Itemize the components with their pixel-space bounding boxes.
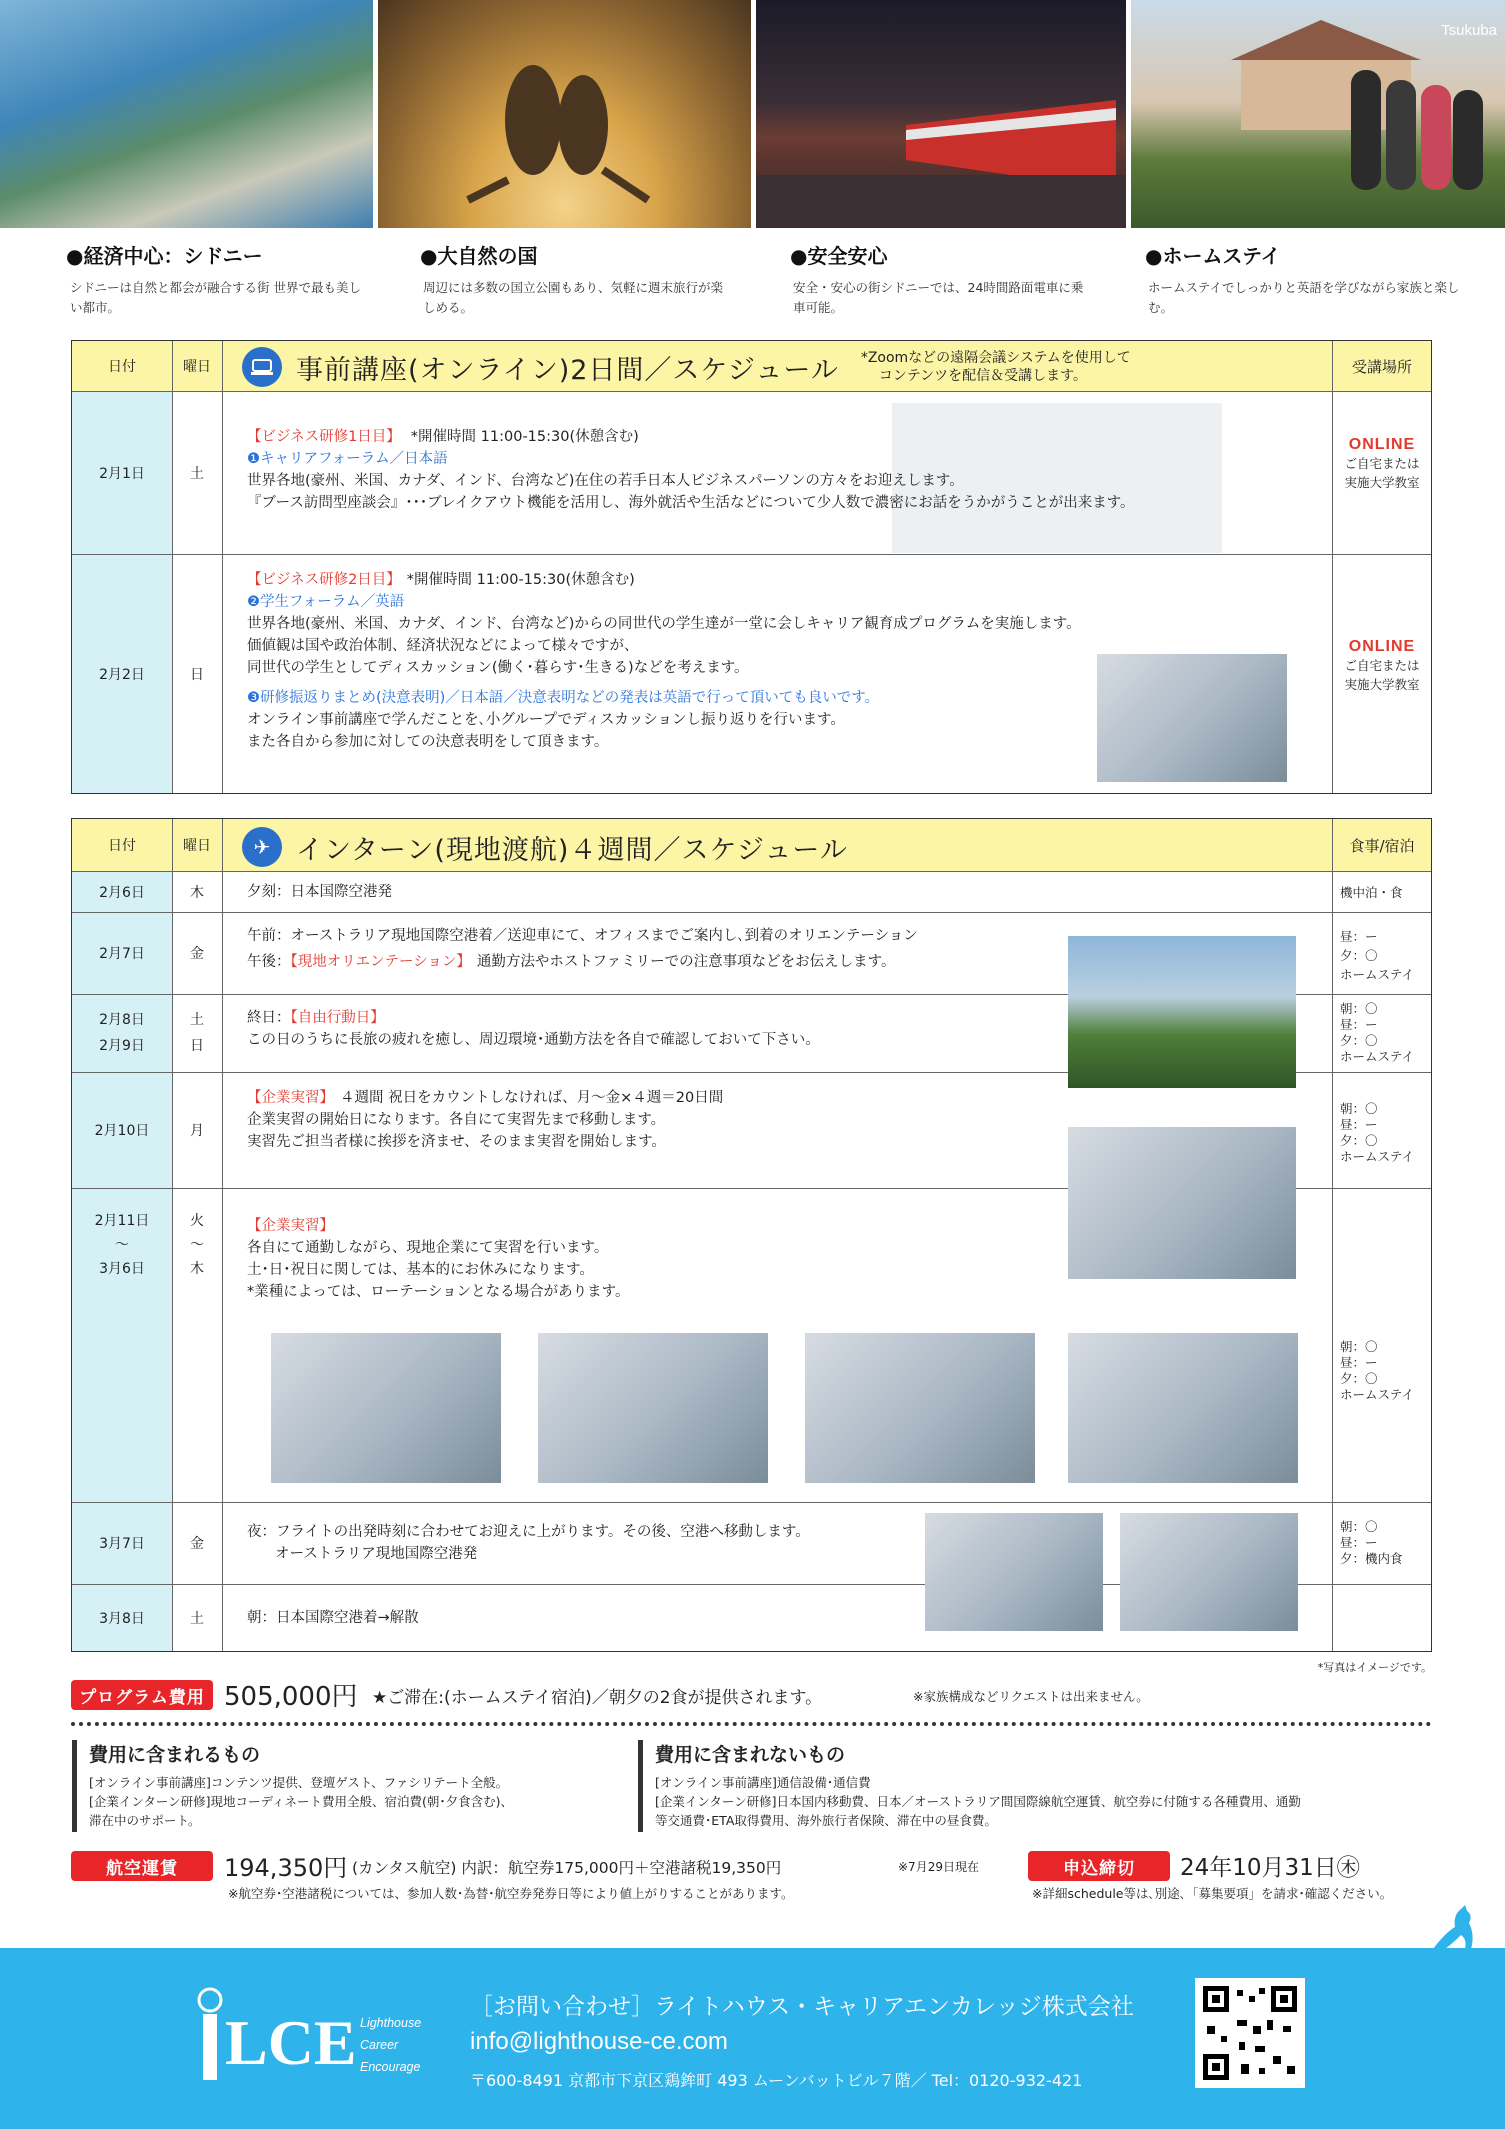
row-content: 朝：日本国際空港着→解散 <box>247 1610 419 1626</box>
fee-label: プログラム費用 <box>71 1680 213 1710</box>
row-content <box>247 925 1067 973</box>
meal-line: 朝：〇 <box>1340 1001 1378 1016</box>
fee-amount: 505,000円 <box>224 1682 358 1712</box>
place-line: 実施大学教室 <box>1344 677 1420 692</box>
schedule-line: 夜：フライトの出発時刻に合わせてお迎えに上がります。その後、空港へ移動します。 <box>247 1524 810 1540</box>
meal-line: 朝：〇 <box>1340 1101 1378 1116</box>
included-title: 費用に含まれるもの <box>89 1744 261 1766</box>
feature-title-safety: ●安全安心 <box>790 244 888 268</box>
row-date: 2月2日 <box>99 667 145 683</box>
meal-cell <box>1340 1519 1403 1567</box>
row-date: 2月11日 <box>94 1213 150 1229</box>
intern-title-wrap <box>242 825 1322 869</box>
row-day: 土 <box>190 465 204 482</box>
feature-title-homestay: ●ホームステイ <box>1145 244 1281 268</box>
online-badge: ONLINE <box>1348 436 1416 453</box>
photo-caption: Tsukuba <box>1441 22 1497 39</box>
excluded-title: 費用に含まれないもの <box>655 1744 846 1766</box>
feature-title-sydney: ●経済中心：シドニー <box>66 244 263 268</box>
row-date: 2月7日 <box>99 946 145 962</box>
contact-address: 〒600-8491 京都市下京区鶏鉾町 493 ムーンバットビル７階／ Tel：0120-932-421 <box>470 2071 1083 2090</box>
col-meal-header: 食事/宿泊 <box>1349 836 1415 855</box>
photo-internship-team <box>805 1333 1035 1483</box>
photo-internship-kids <box>271 1333 501 1483</box>
col-date-header: 日付 <box>108 838 136 854</box>
airfare-amount: 194,350円 <box>224 1854 348 1882</box>
session-line: また各自から参加に対しての決意表明をして頂きます。 <box>247 734 609 750</box>
row-content <box>247 1007 1067 1051</box>
photo-kangaroos <box>378 0 751 228</box>
meal-line: 夕：機内食 <box>1340 1551 1403 1566</box>
row-day: 土 <box>190 1012 204 1028</box>
photo-tram <box>756 0 1126 228</box>
date-cell <box>72 994 172 1072</box>
online-title-wrap <box>242 345 1322 389</box>
row-day: 木 <box>190 1261 204 1277</box>
schedule-line: 実習先ご担当者様に挨拶を済ませ、そのまま実習を開始します。 <box>247 1134 666 1150</box>
logo-text: LCE <box>225 2007 357 2078</box>
session-tag: 【ビジネス研修1日目】 <box>247 429 401 445</box>
row-content <box>247 569 1327 753</box>
feature-text-homestay: ホームステイでしっかりと英語を学びながら家族と楽しむ。 <box>1148 280 1460 315</box>
schedule-tag: 【企業実習】 <box>247 1218 334 1234</box>
footer <box>0 1948 1505 2129</box>
meal-cell <box>1340 1001 1414 1065</box>
row-date: 2月10日 <box>94 1123 150 1139</box>
session-subtitle: ❸研修振返りまとめ(決意表明)／日本語／決意表明などの発表は英語で行って頂いても良いです。 <box>247 690 880 706</box>
schedule-line: 各自にて通勤しながら、現地企業にて実習を行います。 <box>247 1240 609 1256</box>
session-tag: 【ビジネス研修2日目】 <box>247 572 401 588</box>
row-date: 3月6日 <box>99 1261 145 1277</box>
meal-line: 昼：ー <box>1340 1117 1378 1132</box>
photo-sydney-tower <box>1068 936 1296 1088</box>
contact-email[interactable]: info@lighthouse-ce.com <box>470 2028 728 2055</box>
included-line: [企業インターン研修]現地コーディネート費用全般、宿泊費(朝･夕食含む)、 <box>89 1794 514 1809</box>
meal-line: ホームステイ <box>1340 1387 1414 1402</box>
included-line: [オンライン事前講座]コンテンツ提供、登壇ゲスト、ファシリテート全般。 <box>89 1775 509 1790</box>
deadline-note: ※詳細schedule等は､別途､「募集要項」を請求･確認ください。 <box>1032 1886 1393 1901</box>
place-line: 実施大学教室 <box>1344 475 1420 490</box>
deadline-date: 24年10月31日㊍ <box>1180 1855 1360 1881</box>
schedule-line: *業種によっては、ローテーションとなる場合があります。 <box>247 1284 630 1300</box>
meal-line: ホームステイ <box>1340 967 1414 982</box>
kangaroo-icon <box>1425 1905 1485 1951</box>
feature-title-nature: ●大自然の国 <box>420 244 538 268</box>
laptop-icon <box>242 347 282 387</box>
day-cell <box>172 1209 222 1281</box>
airfare-asof: ※7月29日現在 <box>898 1860 979 1874</box>
deadline-label: 申込締切 <box>1028 1851 1170 1881</box>
row-day: 金 <box>190 1536 204 1552</box>
feature-text-sydney: シドニーは自然と都会が融合する街 世界で最も美しい都市。 <box>70 280 361 315</box>
session-time: *開催時間 11:00-15:30(休憩含む) <box>406 572 635 588</box>
place-cell <box>1332 638 1432 694</box>
row-day: 金 <box>190 946 204 962</box>
meal-line: 夕：〇 <box>1340 1133 1378 1148</box>
airfare-note: ※航空券･空港諸税については、参加人数･為替･航空券発券日等により値上がりすることがあります。 <box>228 1886 794 1901</box>
row-content <box>247 1521 967 1565</box>
meal-line: 夕：〇 <box>1340 1033 1378 1048</box>
row-day: 木 <box>190 884 204 901</box>
feature-text-safety: 安全・安心の街シドニーでは、24時間路面電車に乗車可能。 <box>793 280 1084 315</box>
photo-internship-office <box>538 1333 768 1483</box>
meal-line: 昼：ー <box>1340 929 1378 944</box>
schedule-line: 通勤方法やホストファミリーでの注意事項などをお伝えします。 <box>476 954 896 970</box>
logo-tagline <box>360 2012 421 2078</box>
session-subtitle: ❶キャリアフォーラム／日本語 <box>247 451 448 467</box>
online-schedule-table <box>71 340 1432 794</box>
photo-sydney <box>0 0 373 228</box>
col-day-header: 曜日 <box>183 838 211 854</box>
meal-line: ホームステイ <box>1340 1149 1414 1164</box>
online-badge: ONLINE <box>1348 638 1416 655</box>
meal-line: 昼：ー <box>1340 1535 1378 1550</box>
meal-cell <box>1340 1339 1414 1403</box>
place-cell <box>1332 436 1432 492</box>
row-day: 火 <box>190 1213 204 1229</box>
excluded-line: [企業インターン研修]日本国内移動費、日本／オーストラリア間国際線航空運賃、航空券に付随する各種費用、通勤 <box>655 1794 1301 1809</box>
included-line: 滞在中のサポート。 <box>89 1813 201 1828</box>
meal-line: 機中泊・食 <box>1340 885 1403 900</box>
row-day: 日 <box>190 667 204 683</box>
airfare-label: 航空運賃 <box>71 1851 213 1881</box>
intern-schedule-table <box>71 818 1432 1652</box>
airfare-detail: (カンタス航空) 内訳：航空券175,000円＋空港諸税19,350円 <box>352 1859 782 1877</box>
meal-cell <box>1340 927 1414 984</box>
meal-line: 朝：〇 <box>1340 1339 1378 1354</box>
schedule-line: 土･日･祝日に関しては、基本的にお休みになります。 <box>247 1262 594 1278</box>
schedule-line: 午前：オーストラリア現地国際空港着／送迎車にて、オフィスまでご案内し､到着のオリエンテーション <box>247 928 918 944</box>
schedule-tag: 【自由行動日】 <box>290 1010 385 1026</box>
fee-desc: ★ご滞在:(ホームステイ宿泊)／朝夕の2食が提供されます。 <box>372 1688 823 1708</box>
schedule-line: 企業実習の開始日になります。各自にて実習先まで移動します。 <box>247 1112 666 1128</box>
dotted-divider <box>71 1722 1432 1726</box>
row-content <box>247 426 1327 514</box>
day-cell <box>172 994 222 1072</box>
meal-line: 夕：〇 <box>1340 1371 1378 1386</box>
intern-title: インターン(現地渡航)４週間／スケジュール <box>296 834 848 866</box>
session-time: *開催時間 11:00-15:30(休憩含む) <box>410 429 639 445</box>
schedule-line: ４週間 祝日をカウントしなければ、月～金×４週＝20日間 <box>340 1090 724 1106</box>
lighthouse-icon <box>195 1986 225 2082</box>
online-note-1: *Zoomなどの遠隔会議システムを使用して <box>860 350 1131 366</box>
photo-cafe-staff <box>1120 1513 1298 1631</box>
session-line: 価値観は国や政治体制、経済状況などによって様々ですが、 <box>247 638 639 654</box>
row-date: ～ <box>115 1237 129 1253</box>
row-day: 日 <box>190 1038 204 1054</box>
included-box <box>72 1740 649 1832</box>
photo-farewell-dinner <box>925 1513 1103 1631</box>
place-line: ご自宅または <box>1344 658 1420 673</box>
schedule-line: この日のうちに長旅の疲れを癒し、周辺環境･通勤方法を各自で確認しておいて下さい。 <box>247 1032 820 1048</box>
session-line: 『ブース訪問型座談会』･･･ブレイクアウト機能を活用し、海外就活や生活などについて少人数で濃密にお話をうかがうことが出来ます。 <box>247 495 1135 511</box>
session-subtitle: ❷学生フォーラム／英語 <box>247 594 405 610</box>
col-date-header: 日付 <box>108 359 136 375</box>
logo-line: Career <box>360 2038 399 2052</box>
meal-line: ホームステイ <box>1340 1049 1414 1064</box>
place-line: ご自宅または <box>1344 456 1420 471</box>
row-date: 2月9日 <box>99 1038 145 1054</box>
row-day: 月 <box>190 1123 204 1139</box>
session-line: オンライン事前講座で学んだことを､小グループでディスカッションし振り返りを行います。 <box>247 712 845 728</box>
schedule-tag: 【企業実習】 <box>247 1090 334 1106</box>
excluded-line: [オンライン事前講座]通信設備･通信費 <box>655 1775 871 1790</box>
photo-internship-shop <box>1068 1333 1298 1483</box>
session-line: 世界各地(豪州、米国、カナダ、インド、台湾など)からの同世代の学生達が一堂に会しキャリア観育成プログラムを実施します。 <box>247 616 1081 632</box>
meal-cell <box>1340 1101 1414 1165</box>
online-title: 事前講座(オンライン)2日間／スケジュール <box>296 354 839 386</box>
fee-desc-small: ※家族構成などリクエストは出来ません。 <box>913 1689 1149 1704</box>
feature-text-nature: 周辺には多数の国立公園もあり、気軽に週末旅行が楽しめる。 <box>423 280 724 315</box>
row-day: 土 <box>190 1611 204 1627</box>
online-note-2: コンテンツを配信＆受講します。 <box>878 368 1088 384</box>
row-date: 2月1日 <box>99 465 145 482</box>
row-day: ～ <box>190 1237 204 1253</box>
photo-homestay <box>1131 0 1505 228</box>
col-place-header: 受講場所 <box>1351 357 1412 376</box>
schedule-line-prefix: 午後： <box>247 954 291 970</box>
col-day-header: 曜日 <box>183 359 211 375</box>
schedule-line-prefix: 終日： <box>247 1010 291 1026</box>
row-date: 3月8日 <box>99 1611 145 1627</box>
meal-line: 朝：〇 <box>1340 1519 1378 1534</box>
excluded-box <box>638 1740 1450 1832</box>
session-line: 同世代の学生としてディスカッション(働く･暮らす･生きる)などを考えます。 <box>247 660 749 676</box>
photo-office-team <box>1068 1127 1296 1279</box>
photo-note: *写真はイメージです。 <box>1317 1661 1432 1674</box>
excluded-line: 等交通費･ETA取得費用、海外旅行者保険、滞在中の昼食費。 <box>655 1813 997 1828</box>
qr-code[interactable] <box>1195 1978 1305 2088</box>
row-content: 夕刻：日本国際空港発 <box>247 884 392 900</box>
inquiry-title: ［お問い合わせ］ライトハウス・キャリアエンカレッジ株式会社 <box>470 1994 1134 2020</box>
logo-line: Lighthouse <box>360 2016 422 2030</box>
meal-line: 昼：ー <box>1340 1017 1378 1032</box>
row-content <box>247 1215 1067 1303</box>
date-cell <box>72 1209 172 1281</box>
session-line: 世界各地(豪州、米国、カナダ、インド、台湾など)在住の若手日本人ビジネスパーソンの方々をお迎えします。 <box>247 473 964 489</box>
schedule-line: オーストラリア現地国際空港発 <box>275 1546 478 1562</box>
row-date: 3月7日 <box>99 1536 145 1552</box>
row-content <box>247 1087 1067 1153</box>
schedule-tag: 【現地オリエンテーション】 <box>290 954 471 970</box>
meal-line: 夕：〇 <box>1340 948 1378 963</box>
airplane-icon: ✈ <box>242 827 282 867</box>
row-date: 2月8日 <box>99 1012 145 1028</box>
meal-line: 昼：ー <box>1340 1355 1378 1370</box>
logo-line: Encourage <box>360 2060 421 2074</box>
row-date: 2月6日 <box>99 884 145 901</box>
